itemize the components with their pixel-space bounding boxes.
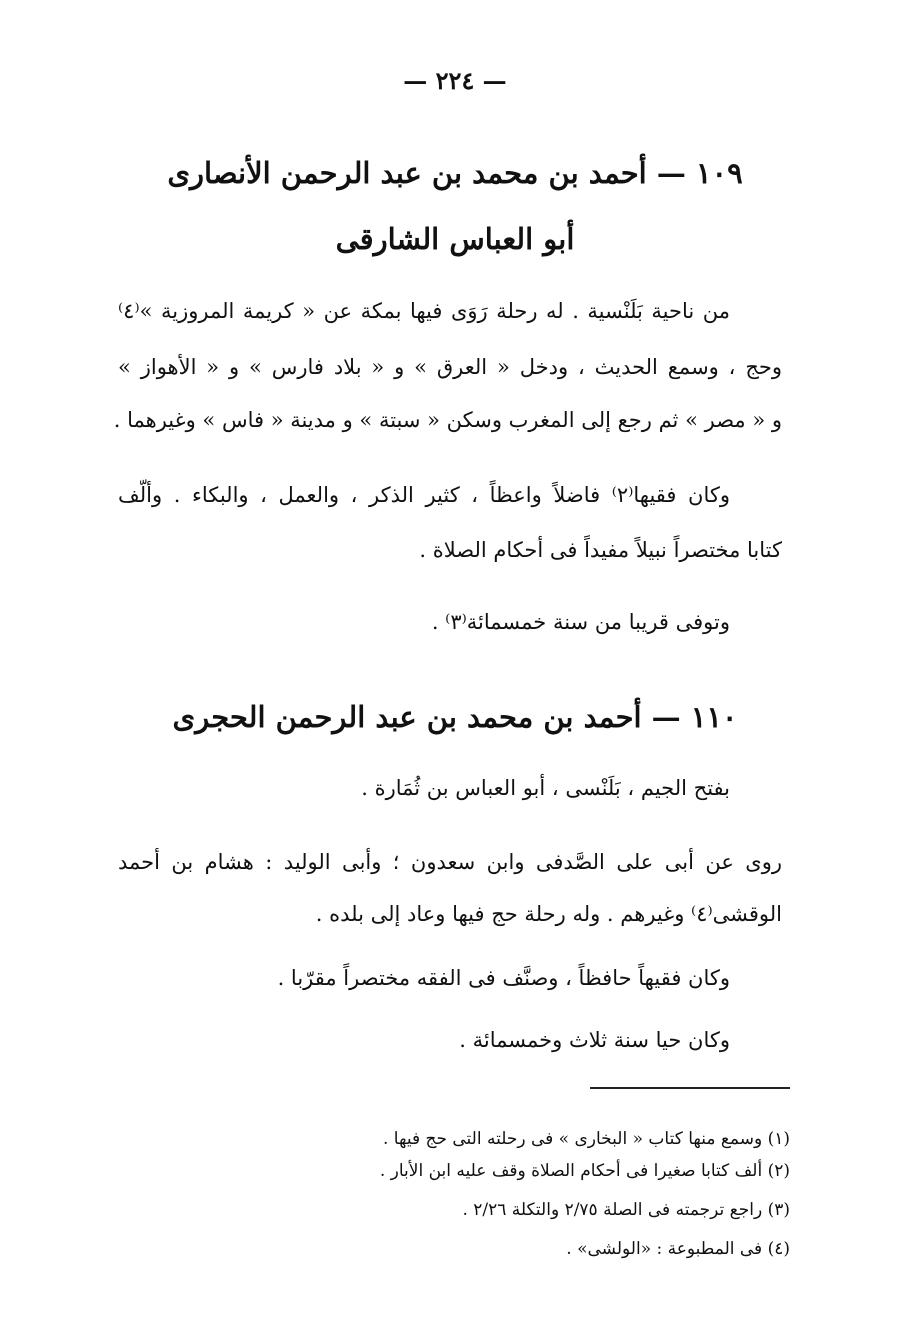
page-number: — ٢٢٤ — bbox=[403, 66, 507, 95]
footnote-2: (٢) ألف كتابا صغيرا فى أحكام الصلاة وقف عليه ابن الأبار . bbox=[379, 1161, 790, 1181]
entry-110-line-1: بفتح الجيم ، بَلَنْسى ، أبو العباس بن ثُمَارة . bbox=[361, 776, 730, 800]
footnote-separator bbox=[590, 1087, 790, 1089]
footnote-3: (٣) راجع ترجمته فى الصلة ٢/٧٥ والتكلة ٢/٢٦ . bbox=[462, 1200, 790, 1220]
entry-110-line-2: روى عن أبى على الصَّدفى وابن سعدون ؛ وأبى الوليد : هشام بن أحمد bbox=[118, 850, 782, 874]
entry-110-line-4: وكان فقيهاً حافظاً ، وصنَّف فى الفقه مختصراً مقرّبا . bbox=[277, 966, 730, 990]
entry-109-line-6: وتوفى قريبا من سنة خمسمائة⁽٣⁾ . bbox=[431, 610, 730, 634]
entry-110-line-5: وكان حيا سنة ثلاث وخمسمائة . bbox=[459, 1028, 730, 1052]
entry-109-line-3: و « مصر » ثم رجع إلى المغرب وسكن « سبتة » و مدينة « فاس » وغيرهما . bbox=[113, 408, 782, 432]
entry-subtitle-109: أبو العباس الشارقى bbox=[335, 222, 575, 256]
entry-title-110: ١١٠ — أحمد بن محمد بن عبد الرحمن الحجرى bbox=[172, 700, 738, 734]
entry-109-line-5: كتابا مختصراً نبيلاً مفيداً فى أحكام الصلاة . bbox=[419, 538, 782, 562]
entry-109-line-1: من ناحية بَلَنْسية . له رحلة رَوَى فيها بمكة عن « كريمة المروزية »⁽٤⁾ bbox=[118, 299, 730, 323]
footnote-1: (١) وسمع منها كتاب « البخارى » فى رحلته التى حج فيها . bbox=[383, 1129, 790, 1149]
entry-109-line-2: وحج ، وسمع الحديث ، ودخل « العرق » و « بلاد فارس » و « الأهواز » bbox=[118, 355, 782, 379]
entry-109-line-4: وكان فقيها⁽٢⁾ فاضلاً واعظاً ، كثير الذكر ، والعمل ، والبكاء . وألّف bbox=[118, 483, 730, 507]
entry-title-109: ١٠٩ — أحمد بن محمد بن عبد الرحمن الأنصارى bbox=[167, 156, 743, 190]
footnote-4: (٤) فى المطبوعة : «الولشى» . bbox=[566, 1239, 790, 1259]
entry-110-line-3: الوقشى⁽٤⁾ وغيرهم . وله رحلة حج فيها وعاد إلى بلده . bbox=[315, 902, 782, 926]
